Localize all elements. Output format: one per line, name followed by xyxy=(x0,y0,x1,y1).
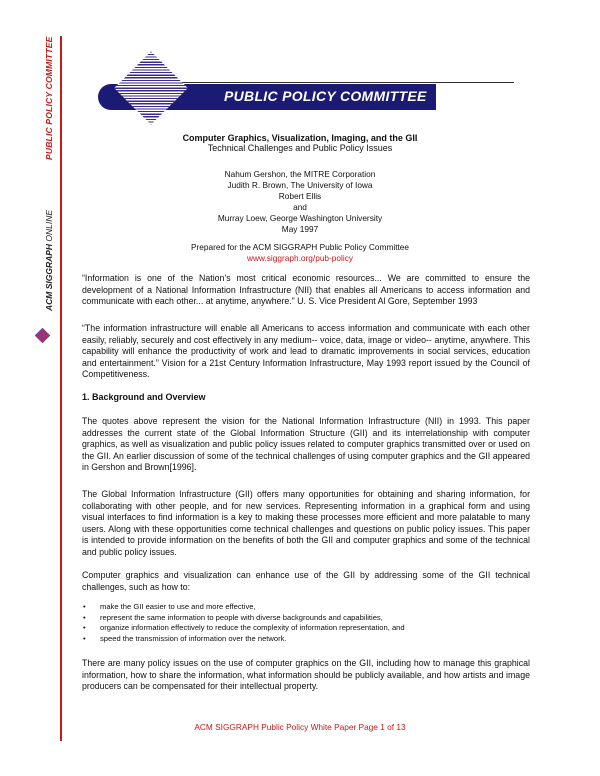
publication-date: May 1997 xyxy=(281,224,319,234)
committee-url-link[interactable]: www.siggraph.org/pub-policy xyxy=(246,253,354,263)
header-rule xyxy=(160,82,514,83)
sidebar-online-rest: ONLINE xyxy=(44,209,54,244)
list-item: • represent the same information to people with diverse backgrounds and capabilities, xyxy=(82,613,530,624)
author-line: and xyxy=(293,202,307,212)
challenges-list xyxy=(82,602,530,644)
page-footer: ACM SIGGRAPH Public Policy White Paper Page 1 of 13 xyxy=(194,722,406,732)
list-item: • speed the transmission of information over the network. xyxy=(82,634,530,645)
sidebar-online-bold: ACM SIGGRAPH xyxy=(44,243,54,311)
sidebar-committee-label: PUBLIC POLICY COMMITTEE xyxy=(44,36,54,160)
prepared-for: Prepared for the ACM SIGGRAPH Public Policy Committee xyxy=(190,242,410,252)
gore-quote: “Information is one of the Nation’s most critical economic resources... We are committed to ensure the development of a National Information Infrastructure (NII) that enables all Americans to access information and communicate with each other... at anytime, anywhere.” U. S. Vice President Al Gore, September 1993 xyxy=(82,273,530,307)
section-heading: 1. Background and Overview xyxy=(82,392,206,402)
list-item: • organize information effectively to reduce the complexity of information representation, and xyxy=(82,623,530,634)
sidebar-online-label xyxy=(44,210,54,311)
document-title: Computer Graphics, Visualization, Imaging, and the GII xyxy=(182,133,418,143)
siggraph-diamond-icon xyxy=(35,328,51,344)
vision-quote: “The information infrastructure will enable all Americans to access information and communicate with each other easily, reliably, securely and cost effectively in any medium-- voice, data, image or video-- anytime, anywhere. This capability will enhance the productivity of work and lead to dramatic improvements in social services, education and entertainment.” Vision for a 21st Century Information Infrastructure, May 1993 report issued by the Council of Competitiveness. xyxy=(82,323,530,380)
gii-paragraph: The Global Information Infrastructure (GII) offers many opportunities for obtaining and sharing information, for collaborating with other people, and for new services. Representing information in a graphical form and using visual interfaces to find information is a key to making these processes more efficient and more palatable to many users. Along with these opportunities come technical challenges and questions on public policy issues. This paper is intended to provide information on the benefits of both the GII and computer graphics and some of the technical and public policy issues. xyxy=(82,489,530,557)
sidebar-rule xyxy=(60,36,62,741)
policy-paragraph: There are many policy issues on the use of computer graphics on the GII, including how to manage this graphical information, how to share the information, what information should be publicly available, and how artists and image producers can be compensated for their intellectual property. xyxy=(82,658,530,692)
challenges-intro: Computer graphics and visualization can enhance use of the GII by addressing some of the GII technical challenges, such as how to: xyxy=(82,570,530,592)
author-line: Judith R. Brown, The University of Iowa xyxy=(227,180,373,190)
author-block xyxy=(78,169,522,235)
banner-title: PUBLIC POLICY COMMITTEE xyxy=(224,88,427,104)
list-item: • make the GII easier to use and more effective, xyxy=(82,602,530,613)
siggraph-logo-icon xyxy=(114,51,188,125)
author-line: Robert Ellis xyxy=(278,191,322,201)
author-line: Murray Loew, George Washington University xyxy=(217,213,383,223)
author-line: Nahum Gershon, the MITRE Corporation xyxy=(224,169,376,179)
background-paragraph: The quotes above represent the vision for the National Information Infrastructure (NII) in 1993. This paper addresses the current state of the Global Information Structure (GII) and its interrelationship with computer graphics, as well as visualization and public policy issues related to computer graphics transmitted over or used on the GII. An earlier discussion of some of the technical challenges of using computer graphics and the GII appeared in Gershon and Brown[1996]. xyxy=(82,416,530,473)
document-subtitle: Technical Challenges and Public Policy Issues xyxy=(207,143,393,153)
